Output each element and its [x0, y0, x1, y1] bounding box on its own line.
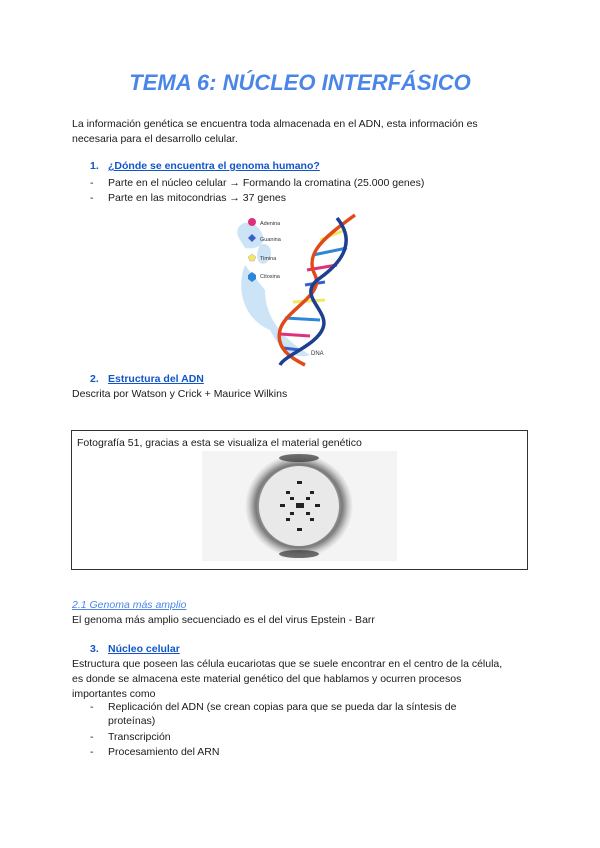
- photo-51-box: [71, 430, 528, 570]
- legend-label: Adenina: [260, 221, 281, 227]
- section-3-heading: [90, 643, 180, 655]
- section-title: Núcleo celular: [108, 643, 180, 655]
- section-1-heading: [90, 160, 320, 172]
- section-number: 1.: [90, 160, 99, 172]
- legend-label: Citosina: [260, 274, 280, 280]
- text-line: importantes como: [72, 688, 156, 700]
- list-item: - Procesamiento del ARN: [90, 745, 510, 759]
- photo-51-image: [202, 451, 397, 561]
- photo-caption: Fotografía 51, gracias a esta se visualiza el material genético: [77, 437, 362, 449]
- intro-line-2: necesaria para el desarrollo celular.: [72, 133, 238, 145]
- section-2-1-text: El genoma más amplio secuenciado es el del virus Epstein - Barr: [72, 614, 375, 626]
- list-item: - Replicación del ADN (se crean copias para que se pueda dar la síntesis de proteínas): [90, 700, 510, 728]
- text-line: Estructura que poseen las célula eucariotas que se suele encontrar en el centro de la célula,: [72, 658, 503, 670]
- section-3-paragraph: [72, 657, 542, 702]
- section-title: Estructura del ADN: [108, 373, 204, 385]
- list-item-text: Transcripción: [108, 731, 171, 743]
- list-item-text: Parte en las mitocondrias → 37 genes: [108, 192, 287, 204]
- section-2-1-heading: 2.1 Genoma más amplio: [72, 599, 187, 611]
- section-2-text: Descrita por Watson y Crick + Maurice Wilkins: [72, 388, 288, 400]
- list-item: - Transcripción: [90, 730, 510, 744]
- intro-paragraph: [72, 117, 532, 147]
- page-title: TEMA 6: NÚCLEO INTERFÁSICO: [129, 70, 471, 95]
- dna-label: DNA: [311, 351, 324, 357]
- section-title: ¿Dónde se encuentra el genoma humano?: [108, 160, 320, 172]
- list-item-text: Parte en el núcleo celular → Formando la cromatina (25.000 genes): [108, 177, 425, 189]
- section-number: 3.: [90, 643, 99, 655]
- text-line: es donde se almacena este material genético del que hablamos y ocurren procesos: [72, 673, 462, 685]
- section-2-heading: [90, 373, 204, 385]
- list-item: - Parte en el núcleo celular → Formando la cromatina (25.000 genes): [90, 176, 510, 190]
- adenina-swatch: [248, 218, 256, 226]
- section-number: 2.: [90, 373, 99, 385]
- intro-line-1: La información genética se encuentra toda almacenada en el ADN, esta información es: [72, 118, 478, 130]
- list-item-text: Replicación del ADN (se crean copias para que se pueda dar la síntesis de proteínas): [108, 701, 457, 727]
- legend-label: Timina: [260, 256, 277, 262]
- legend-label: Guanina: [260, 237, 281, 243]
- list-item: - Parte en las mitocondrias → 37 genes: [90, 191, 510, 205]
- list-item-text: Procesamiento del ARN: [108, 746, 220, 758]
- dna-double-helix-image: [225, 210, 375, 370]
- timina-swatch: [248, 254, 256, 261]
